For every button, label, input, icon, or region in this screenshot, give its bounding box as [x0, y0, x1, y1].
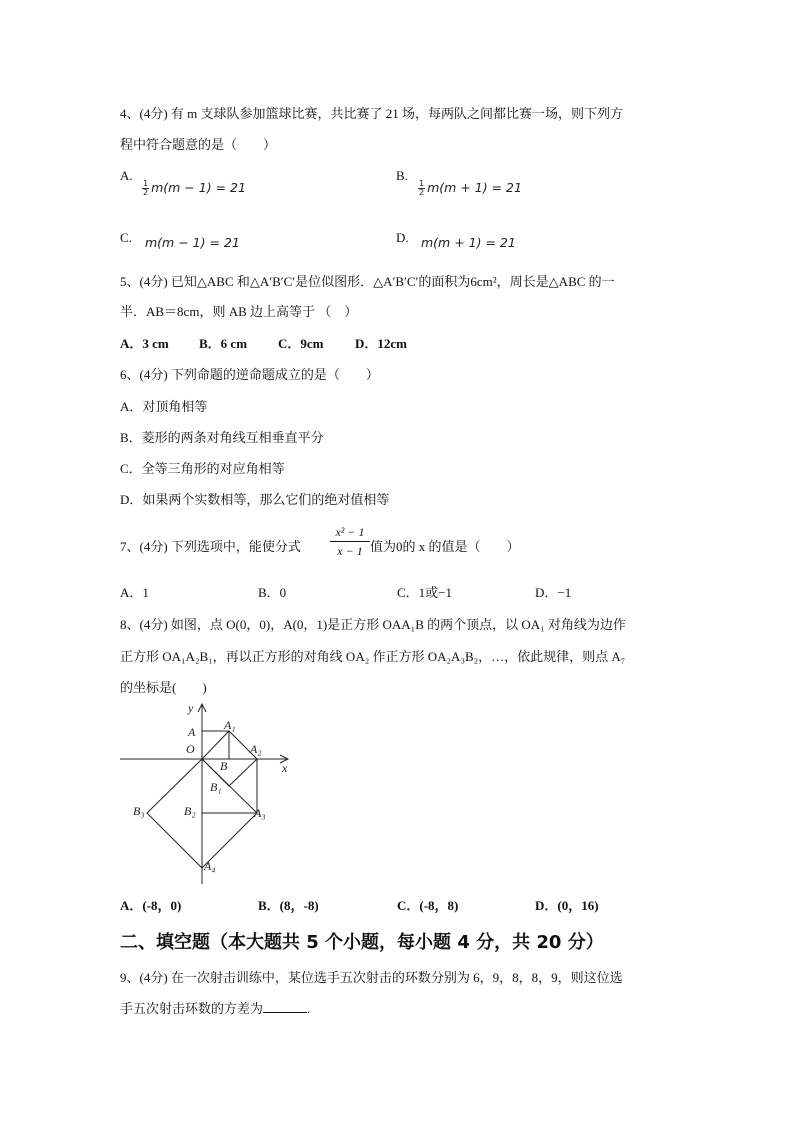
q8-stem-line1: 8、(4分) 如图，点 O(0，0)，A(0，1)是正方形 OAA₁B 的两个顶点，以 OA₁ 对角线为边作 [120, 617, 626, 632]
q7-stem-prefix: 7、(4分) 下列选项中，能使分式 [120, 539, 301, 554]
label-a1: A₁ [224, 718, 236, 732]
label-b1: B₁ [210, 780, 222, 794]
q4-option-c-label: C. [120, 230, 132, 245]
q6-stem: 6、(4分) 下列命题的逆命题成立的是（ ） [120, 367, 379, 382]
q4-option-d-expr: m(m + 1) = 21 [421, 235, 516, 250]
frac-denominator: 2 [419, 188, 425, 197]
q5-option-b: B．6 cm [199, 336, 248, 351]
answer-blank[interactable] [263, 1002, 307, 1013]
q9-stem-line2 [120, 998, 310, 1017]
section-heading: 二、填空题（本大题共 5 个小题，每小题 4 分，共 20 分） [120, 932, 604, 953]
q7-frac-denominator: x − 1 [337, 544, 363, 558]
label-a2: A₂ [250, 742, 262, 756]
label-b2: B₂ [184, 804, 196, 818]
q8-stem-line2: 正方形 OA₁A₂B₁，再以正方形的对角线 OA₂ 作正方形 OA₂A₃B₂，…，依此规律，则点 A₇ [120, 649, 626, 664]
q9-stem-line1: 9、(4分) 在一次射击训练中，某位选手五次射击的环数分别为 6，9，8，8，9，则这位选 [120, 970, 623, 985]
q5-stem-line2: 半．AB＝8cm，则 AB 边上高等于 （ ） [120, 304, 358, 319]
q6-option-b: B．菱形的两条对角线互相垂直平分 [120, 430, 324, 445]
label-b3: B₃ [133, 804, 145, 818]
diagonal-oa1 [202, 731, 229, 759]
q4-stem-line2: 程中符合题意的是（ ） [120, 137, 277, 152]
label-b: B [220, 759, 228, 773]
q4-option-c-expr: m(m − 1) = 21 [145, 235, 240, 250]
q4-option-b-label: B. [396, 168, 408, 183]
frac-numerator: 1 [143, 179, 149, 188]
q5-option-a: A．3 cm [120, 336, 169, 351]
frac-denominator: 2 [143, 188, 149, 197]
q5-stem-line1: 5、(4分) 已知△ABC 和△A′B′C′是位似图形．△A′B′C′的面积为6cm²，周长是△ABC 的一 [120, 274, 615, 289]
q6-option-a: A．对顶角相等 [120, 399, 208, 414]
q7-option-a: A．1 [120, 585, 149, 600]
q7-option-d: D．−1 [535, 585, 572, 600]
q4-option-a [142, 180, 246, 197]
q4-stem-line1: 4、(4分) 有 m 支球队参加篮球比赛，共比赛了 21 场，每两队之间都比赛一场，则下列方 [120, 106, 624, 121]
q8-option-a: A．(-8，0) [120, 898, 182, 913]
q6-option-d: D．如果两个实数相等，那么它们的绝对值相等 [120, 492, 390, 507]
label-a4: A₄ [204, 859, 216, 873]
q7-option-b: B．0 [258, 585, 287, 600]
label-y: y [188, 701, 194, 715]
q7-fraction [330, 525, 370, 559]
q8-option-d: D．(0，16) [535, 898, 599, 913]
label-a: A [188, 725, 196, 739]
q4-option-d-label: D. [396, 230, 409, 245]
q4-option-b-expr: m(m + 1) = 21 [427, 180, 522, 195]
q7-option-c: C．1或−1 [397, 585, 453, 600]
label-o: O [186, 742, 195, 756]
q8-figure [115, 696, 300, 886]
q7-stem-suffix: 值为0的 x 的值是（ ） [370, 539, 520, 554]
q8-option-b: B．(8，-8) [258, 898, 319, 913]
q4-option-a-expr: m(m − 1) = 21 [151, 180, 246, 195]
q8-stem-line3: 的坐标是( ) [120, 680, 207, 695]
q9-stem-suffix: . [307, 1001, 311, 1016]
q9-stem-prefix: 手五次射击环数的方差为 [120, 1001, 264, 1016]
frac-numerator: 1 [419, 179, 425, 188]
label-a3: A₃ [254, 806, 266, 820]
q6-option-c: C．全等三角形的对应角相等 [120, 461, 285, 476]
q8-option-c: C．(-8，8) [397, 898, 459, 913]
q7-frac-numerator: x² − 1 [330, 525, 370, 542]
q5-option-d: D．12cm [355, 336, 407, 351]
q5-option-c: C．9cm [278, 336, 324, 351]
label-x: x [282, 761, 288, 775]
q4-option-a-label: A. [120, 168, 133, 183]
q4-option-b [418, 180, 522, 197]
